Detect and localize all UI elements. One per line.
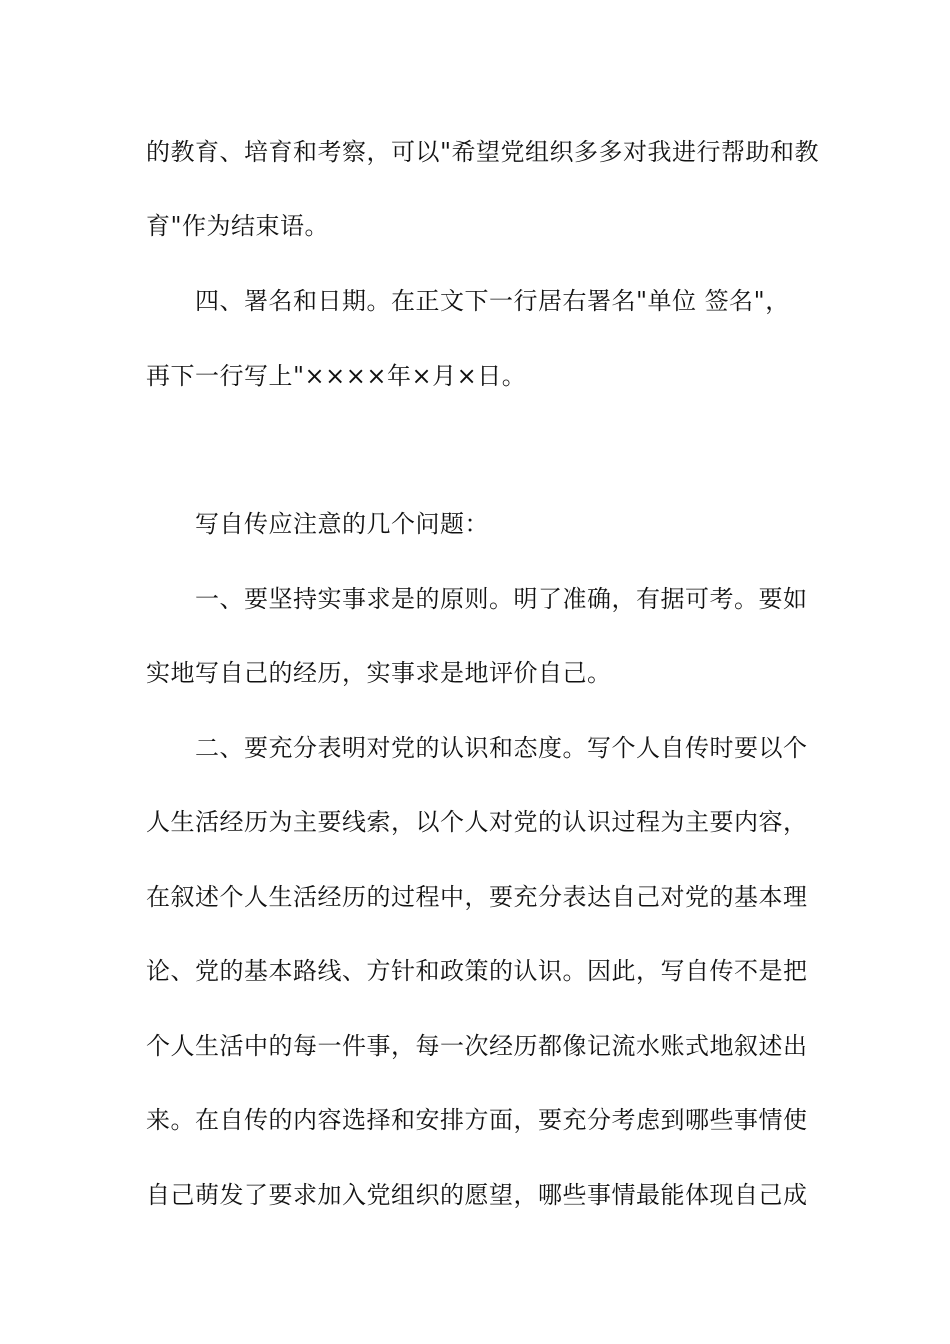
text-line: 实地写自己的经历，实事求是地评价自己。 <box>146 659 612 687</box>
text-line: 再下一行写上"××××年×月×日。 <box>146 362 527 390</box>
text-line: 个人生活中的每一件事，每一次经历都像记流水账式地叙述出 <box>146 1032 808 1060</box>
text-line: 写自传应注意的几个问题： <box>146 510 489 538</box>
text-line: 自己萌发了要求加入党组织的愿望，哪些事情最能体现自己成 <box>146 1181 808 1209</box>
text-line: 人生活经历为主要线索，以个人对党的认识过程为主要内容， <box>146 808 808 836</box>
text-line: 二、要充分表明对党的认识和态度。写个人自传时要以个 <box>146 734 808 762</box>
text-line: 育"作为结束语。 <box>146 212 330 240</box>
text-line: 来。在自传的内容选择和安排方面，要充分考虑到哪些事情使 <box>146 1106 808 1134</box>
text-line: 四、署名和日期。在正文下一行居右署名"单位 签名"， <box>146 287 790 315</box>
text-line: 论、党的基本路线、方针和政策的认识。因此，写自传不是把 <box>146 957 808 985</box>
text-line: 的教育、培育和考察，可以"希望党组织多多对我进行帮助和教 <box>146 138 820 166</box>
text-line: 在叙述个人生活经历的过程中，要充分表达自己对党的基本理 <box>146 883 808 911</box>
text-line: 一、要坚持实事求是的原则。明了准确，有据可考。要如 <box>146 585 808 613</box>
